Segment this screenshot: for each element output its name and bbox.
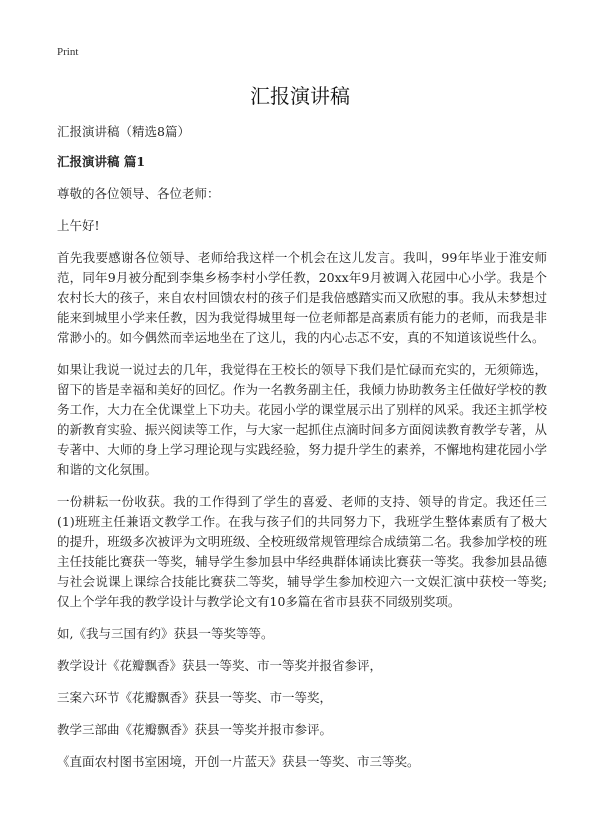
- document-subtitle: 汇报演讲稿（精选8篇）: [57, 124, 190, 139]
- paragraph: 一份耕耘一份收获。我的工作得到了学生的喜爱、老师的支持、领导的肯定。我还任三(1)班班主任兼语文教学工作。在我与孩子们的共同努力下，我班学生整体素质有了极大的提升，班级多次被评为文明班级、全校班级常规管理综合成绩第二名。我参加学校的班主任技能比赛获一等奖，辅导学生参加县中华经典群体诵读比赛获一等奖。我参加县品德与社会说课上课综合技能比赛获二等奖，辅导学生参加校迎六一文娱汇演中获校一等奖;仅上个学年我的教学设计与教学论文有10多篇在省市县获不同级别奖项。: [57, 494, 547, 609]
- greeting: 上午好!: [57, 218, 100, 233]
- document-body: [57, 122, 547, 784]
- award-line: 如,《我与三国有约》获县一等奖等等。: [57, 626, 274, 641]
- award-line: 教学三部曲《花瓣飘香》获县一等奖并报市参评。: [57, 722, 333, 737]
- award-line: 教学设计《花瓣飘香》获县一等奖、市一等奖并报省参评，: [57, 658, 383, 673]
- award-line: 《直面农村图书室困境，开创一片蓝天》获县一等奖、市三等奖。: [57, 754, 420, 769]
- section-heading: 汇报演讲稿 篇1: [57, 154, 146, 169]
- salutation: 尊敬的各位领导、各位老师：: [57, 186, 220, 201]
- award-line: 三案六环节《花瓣飘香》获县一等奖、市一等奖，: [57, 690, 333, 705]
- paragraph: 首先我要感谢各位领导、老师给我这样一个机会在这儿发言。我叫，99年毕业于淮安师范，同年9月被分配到李集乡杨李村小学任教，20xx年9月被调入花园中心小学。我是个农村长大的孩子，来自农村回馈农村的孩子们是我倍感踏实而又欣慰的事。我从未梦想过能来到城里小学来任教，因为我觉得城里每一位老师都是高素质有能力的老师，而我是非常渺小的。如今偶然而幸运地坐在了这儿，我的内心忐忑不安，真的不知道该说些什么。: [57, 250, 547, 345]
- paragraph: 如果让我说一说过去的几年，我觉得在王校长的领导下我们是忙碌而充实的，无须筛选，留下的皆是幸福和美好的回忆。作为一名教务副主任，我倾力协助教务主任做好学校的教务工作，大力在全优课堂上下功夫。花园小学的课堂展示出了别样的风采。我还主抓学校的新教育实验、振兴阅读等工作，与大家一起抓住点滴时间多方面阅读教育教学专著，从专著中、大师的身上学习理论现与实践经验，努力提升学生的素养，不懈地构建花园小学和谐的文化氛围。: [57, 362, 547, 477]
- document-title: 汇报演讲稿: [250, 84, 350, 108]
- print-label: Print: [57, 46, 79, 58]
